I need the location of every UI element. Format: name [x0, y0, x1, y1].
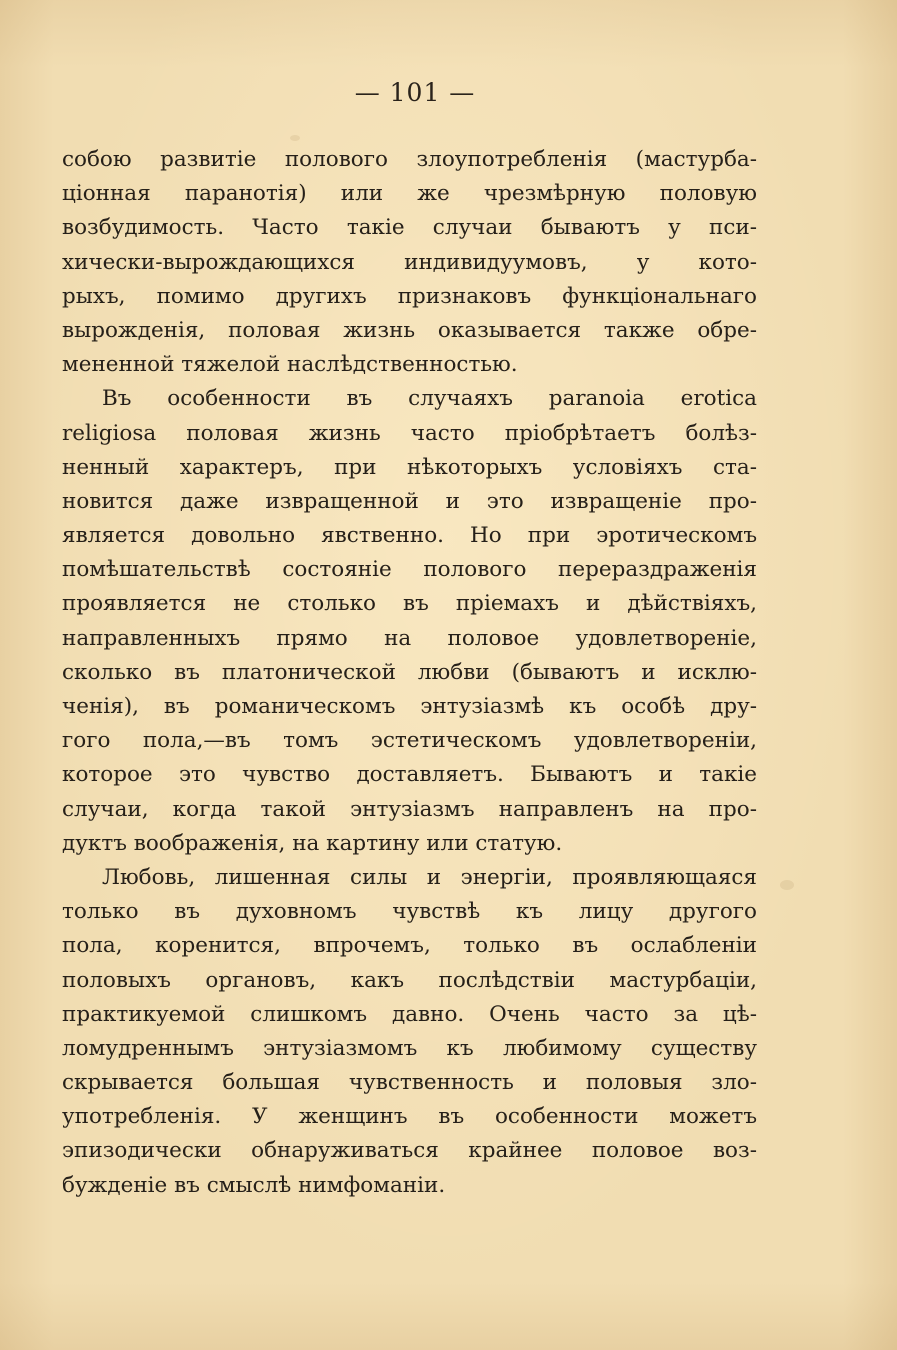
text-line: пола, коренится, впрочемъ, только въ ослабленіи — [62, 933, 757, 959]
text-line: мененной тяжелой наслѣдственностью. — [62, 352, 518, 378]
text-line: новится даже извращенной и это извращеніе про- — [62, 488, 757, 514]
text-line: Любовь, лишенная силы и энергіи, проявляющаяся — [102, 864, 757, 890]
text-line: возбудимость. Часто такіе случаи бываютъ у пси- — [62, 215, 757, 241]
paragraph-2 — [62, 382, 757, 861]
text-line: ломудреннымъ энтузіазмомъ къ любимому существу — [62, 1035, 757, 1061]
text-line: направленныхъ прямо на половое удовлетвореніе, — [62, 625, 757, 651]
text-line: практикуемой слишкомъ давно. Очень часто за цѣ- — [62, 1001, 757, 1027]
text-line: только въ духовномъ чувствѣ къ лицу другого — [62, 899, 757, 925]
text-line: случаи, когда такой энтузіазмъ направленъ на про- — [62, 796, 757, 822]
text-line: Въ особенности въ случаяхъ paranoia erotica — [102, 386, 757, 412]
text-line: которое это чувство доставляетъ. Бываютъ и такіе — [62, 762, 757, 788]
text-line: проявляется не столько въ пріемахъ и дѣйствіяхъ, — [62, 591, 757, 617]
paragraph-3 — [62, 861, 757, 1203]
page-number: — 101 — — [354, 78, 476, 107]
text-line: ненный характеръ, при нѣкоторыхъ условіяхъ ста- — [62, 454, 757, 480]
text-line: вырожденія, половая жизнь оказывается также обре- — [62, 317, 757, 343]
text-line: помѣшательствѣ состояніе полового перераздраженія — [62, 557, 757, 583]
paper-stain — [290, 135, 300, 141]
text-line: сколько въ платонической любви (бываютъ и исклю- — [62, 659, 757, 685]
text-line: бужденіе въ смыслѣ нимфоманіи. — [62, 1172, 446, 1198]
text-line: половыхъ органовъ, какъ послѣдствіи мастурбаціи, — [62, 967, 757, 993]
body-text — [62, 143, 757, 1203]
text-line: собою развитіе полового злоупотребленія (мастурба- — [62, 147, 757, 172]
text-line: употребленія. У женщинъ въ особенности можетъ — [62, 1104, 757, 1130]
text-line: religiosa половая жизнь часто пріобрѣтаетъ болѣз- — [62, 420, 757, 446]
text-line: гого пола,—въ томъ эстетическомъ удовлетвореніи, — [62, 728, 757, 754]
text-line: скрывается большая чувственность и половыя зло- — [62, 1070, 757, 1096]
paper-stain — [780, 880, 794, 890]
paragraph-1 — [62, 143, 757, 382]
text-line: рыхъ, помимо другихъ признаковъ функціональнаго — [62, 283, 757, 309]
text-line: ченія), въ романическомъ энтузіазмѣ къ особѣ дру- — [62, 694, 757, 719]
text-line: эпизодически обнаруживаться крайнее половое воз- — [62, 1138, 757, 1164]
text-line: дуктъ воображенія, на картину или статую. — [62, 830, 563, 856]
text-line: ціонная паранотія) или же чрезмѣрную половую — [62, 181, 757, 207]
text-line: является довольно явственно. Но при эротическомъ — [62, 523, 757, 549]
text-line: хически-вырождающихся индивидуумовъ, у кото- — [62, 249, 757, 275]
